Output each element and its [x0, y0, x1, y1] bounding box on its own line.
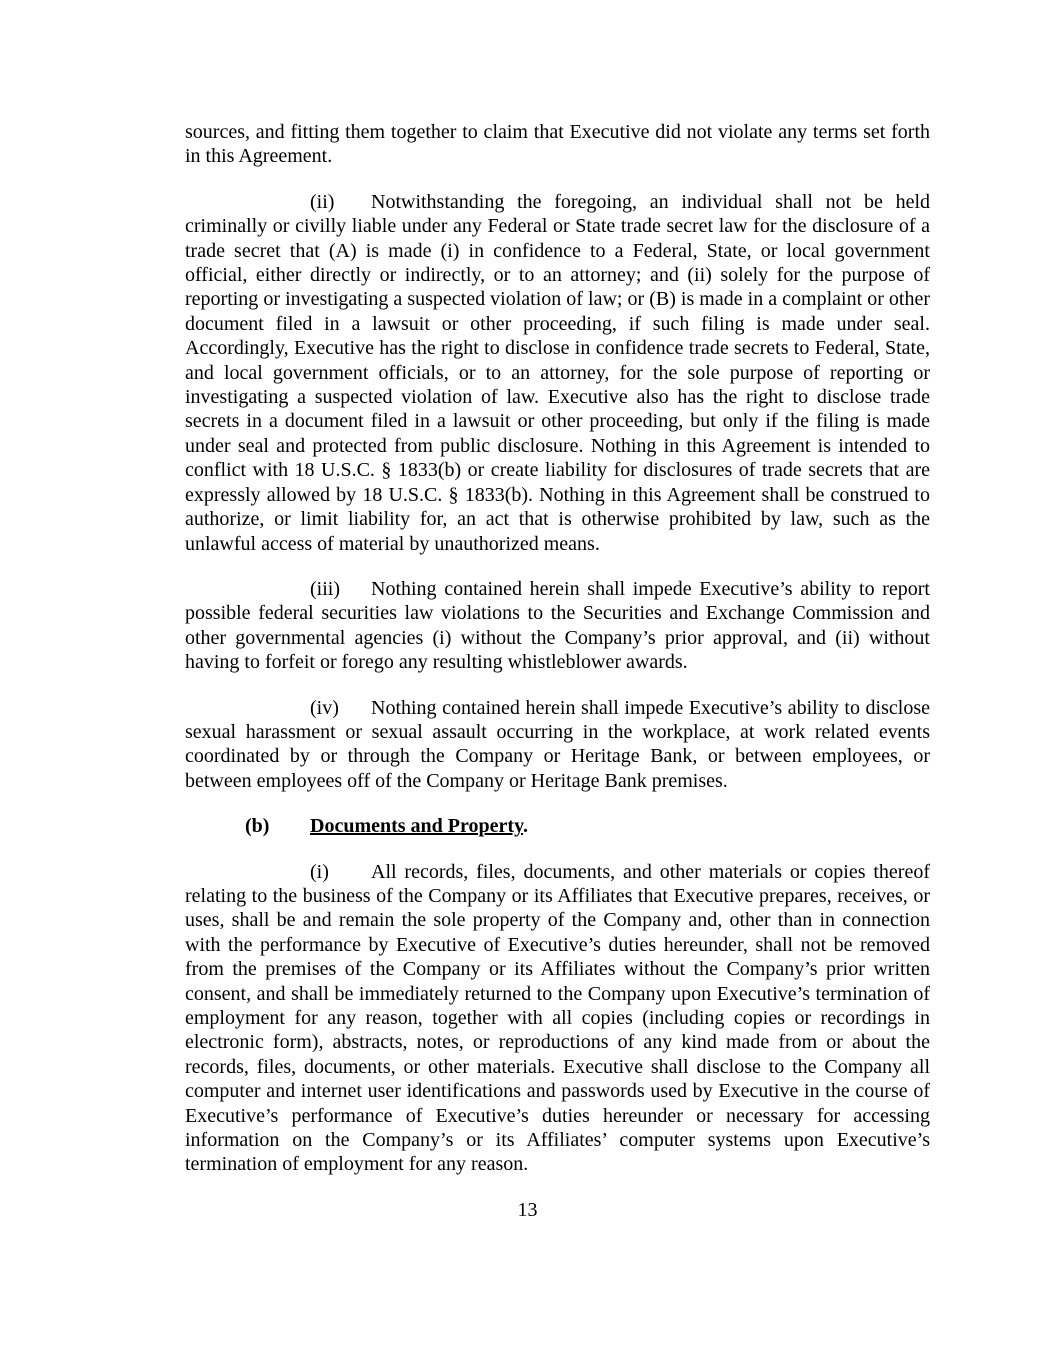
clause-iv-text: Nothing contained herein shall impede Executive’s ability to disclose sexual harassment or sexual assault occurring in the workplace, at work related events coordinated by or through the Company or Heritage Bank, or between employees, or between employees off of the Company or Heritage Bank premises.: [185, 696, 930, 792]
clause-ii-text: Notwithstanding the foregoing, an individual shall not be held criminally or civilly liable under any Federal or State trade secret law for the disclosure of a trade secret that (A) is made (i) in confidence to a Federal, State, or local government official, either directly or indirectly, or to an attorney; and (ii) solely for the purpose of reporting or investigating a suspected violation of law; or (B) is made in a complaint or other document filed in a lawsuit or other proceeding, if such filing is made under seal. Accordingly, Executive has the right to disclose in confidence trade secrets to Federal, State, and local government officials, or to an attorney, for the sole purpose of reporting or investigating a suspected violation of law. Executive also has the right to disclose trade secrets in a document filed in a lawsuit or other proceeding, but only if the filing is made under seal and protected from public disclosure. Nothing in this Agreement is intended to conflict with 18 U.S.C. § 1833(b) or create liability for disclosures of trade secrets that are expressly allowed by 18 U.S.C. § 1833(b). Nothing in this Agreement shall be construed to authorize, or limit liability for, an act that is otherwise prohibited by law, such as the unlawful access of material by unauthorized means.: [185, 190, 930, 555]
clause-iii: [185, 577, 930, 675]
section-heading-punctuation: .: [522, 815, 528, 838]
paragraph-continuation: sources, and fitting them together to claim that Executive did not violate any terms set forth in this Agreement.: [185, 121, 930, 168]
clause-ii: [185, 190, 930, 556]
page-number: 13: [517, 1198, 538, 1221]
section-heading-label: (b): [245, 815, 270, 838]
section-heading-text: Documents and Property: [310, 815, 523, 838]
clause-iv: [185, 696, 930, 794]
clause-ii-label: (ii): [310, 190, 335, 213]
clause-b-i: [185, 860, 930, 1177]
clause-iii-text: Nothing contained herein shall impede Executive’s ability to report possible federal securities law violations to the Securities and Exchange Commission and other governmental agencies (i) without the Company’s prior approval, and (ii) without having to forfeit or forego any resulting whistleblower awards.: [185, 577, 930, 674]
clause-b-i-text: All records, files, documents, and other materials or copies thereof relating to the business of the Company or its Affiliates that Executive prepares, receives, or uses, shall be and remain the sole property of the Company and, other than in connection with the performance by Executive of Executive’s duties hereunder, shall not be removed from the premises of the Company or its Affiliates without the Company’s prior written consent, and shall be immediately returned to the Company upon Executive’s termination of employment for any reason, together with all copies (including copies or recordings in electronic form), abstracts, notes, or reproductions of any kind made from or about the records, files, documents, or other materials. Executive shall disclose to the Company all computer and internet user identifications and passwords used by Executive in the course of Executive’s performance of Executive’s duties hereunder or necessary for accessing information on the Company’s or its Affiliates’ computer systems upon Executive’s termination of employment for any reason.: [185, 860, 930, 1176]
clause-iii-label: (iii): [310, 577, 340, 600]
section-heading-documents-and-property: [185, 814, 930, 838]
clause-iv-label: (iv): [310, 696, 339, 719]
clause-b-i-label: (i): [310, 860, 329, 883]
